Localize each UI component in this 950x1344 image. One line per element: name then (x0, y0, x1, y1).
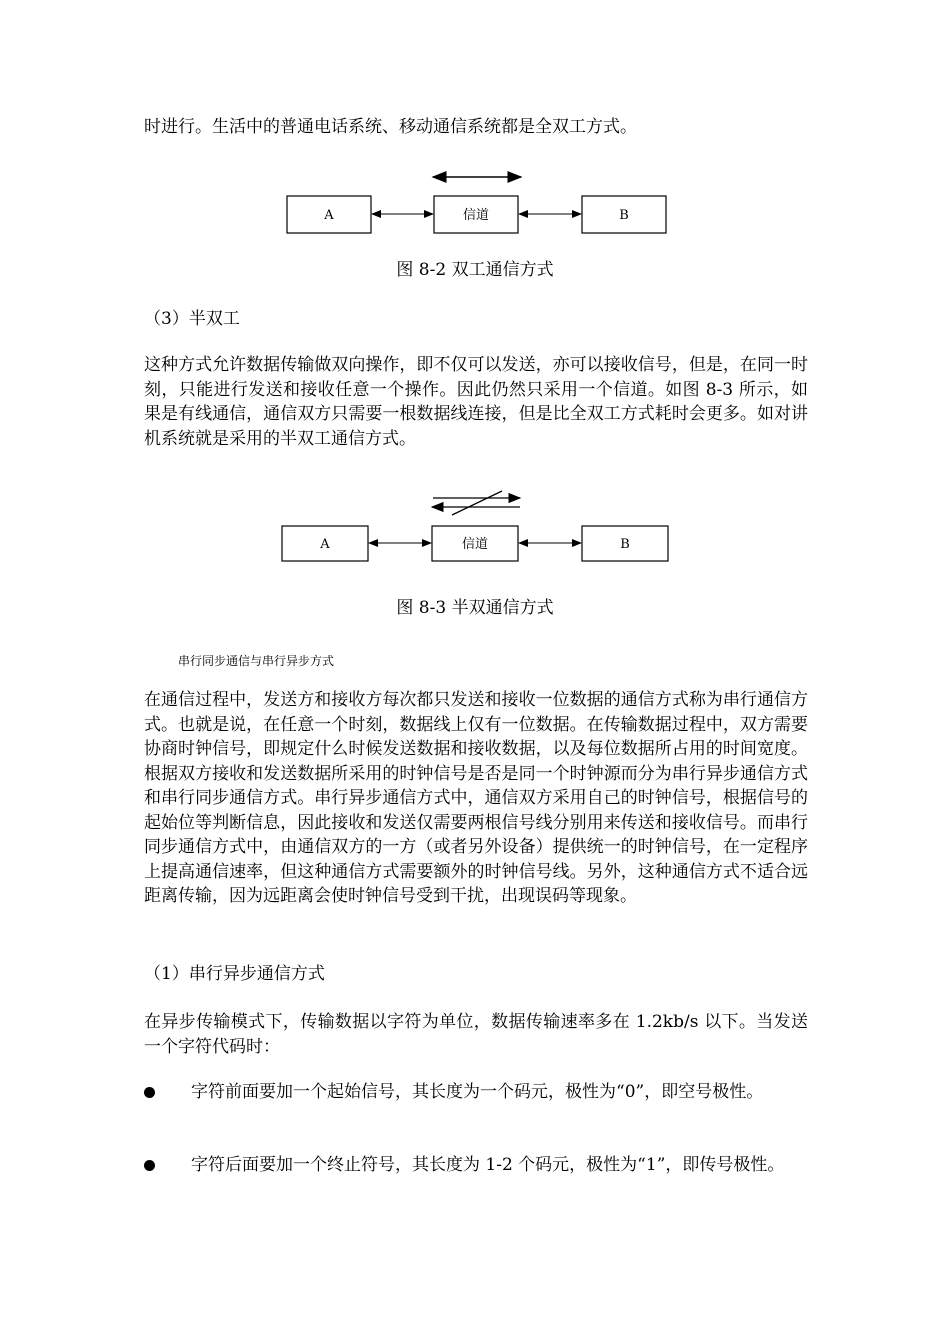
async-paragraph: 在异步传输模式下，传输数据以字符为单位，数据传输速率多在 1.2kb/s 以下。当发送一个字符代码时： (144, 1012, 808, 1057)
section-title: 串行同步通信与串行异步方式 (178, 654, 335, 668)
box-b-label: B (620, 537, 630, 552)
figure-8-3-caption: 图 8-3 半双通信方式 (396, 598, 554, 618)
intro-line: 时进行。生活中的普通电话系统、移动通信系统都是全双工方式。 (144, 117, 637, 137)
bullet-text: 字符后面要加一个终止符号，其长度为 1-2 个码元，极性为“1”，即传号极性。 (191, 1155, 785, 1175)
bullet-text: 字符前面要加一个起始信号，其长度为一个码元，极性为“0”，即空号极性。 (191, 1082, 764, 1102)
box-channel-label: 信道 (461, 537, 489, 552)
async-heading: （1）串行异步通信方式 (144, 964, 325, 984)
box-a-label: A (324, 208, 334, 223)
bullet-icon (144, 1160, 155, 1171)
half-duplex-diagram (270, 485, 680, 575)
box-b-label: B (619, 208, 629, 223)
figure-8-2-caption: 图 8-2 双工通信方式 (396, 260, 554, 280)
half-duplex-heading: （3）半双工 (144, 309, 240, 329)
serial-paragraph: 在通信过程中，发送方和接收方每次都只发送和接收一位数据的通信方式称为串行通信方式。也就是说，在任意一个时刻，数据线上仅有一位数据。在传输数据过程中，双方需要协商时钟信号，即规定什么时候发送数据和接收数据，以及每位数据所占用的时间宽度。根据双方接收和发送数据所采用的时钟信号是否是同一个时钟源而分为串行异步通信方式和串行同步通信方式。串行异步通信方式中，通信双方采用自己的时钟信号，根据信号的起始位等判断信息，因此接收和发送仅需要两根信号线分别用来传送和接收信号。而串行同步通信方式中，由通信双方的一方（或者另外设备）提供统一的时钟信号，在一定程序上提高通信速率，但这种通信方式需要额外的时钟信号线。另外，这种通信方式不适合远距离传输，因为远距离会使时钟信号受到干扰，出现误码等现象。 (144, 690, 808, 906)
switch-slash (452, 491, 502, 515)
duplex-diagram (270, 160, 680, 250)
bullet-item (144, 1080, 808, 1105)
box-channel-label: 信道 (462, 208, 490, 223)
bullet-item (144, 1153, 808, 1178)
box-a-label: A (320, 537, 330, 552)
bullet-icon (144, 1087, 155, 1098)
half-duplex-paragraph: 这种方式允许数据传输做双向操作，即不仅可以发送，亦可以接收信号，但是，在同一时刻，只能进行发送和接收任意一个操作。因此仍然只采用一个信道。如图 8-3 所示，如果是有线通信，通信双方只需要一根数据线连接，但是比全双工方式耗时会更多。如对讲机系统就是采用的半双工通信方式。 (144, 355, 808, 449)
